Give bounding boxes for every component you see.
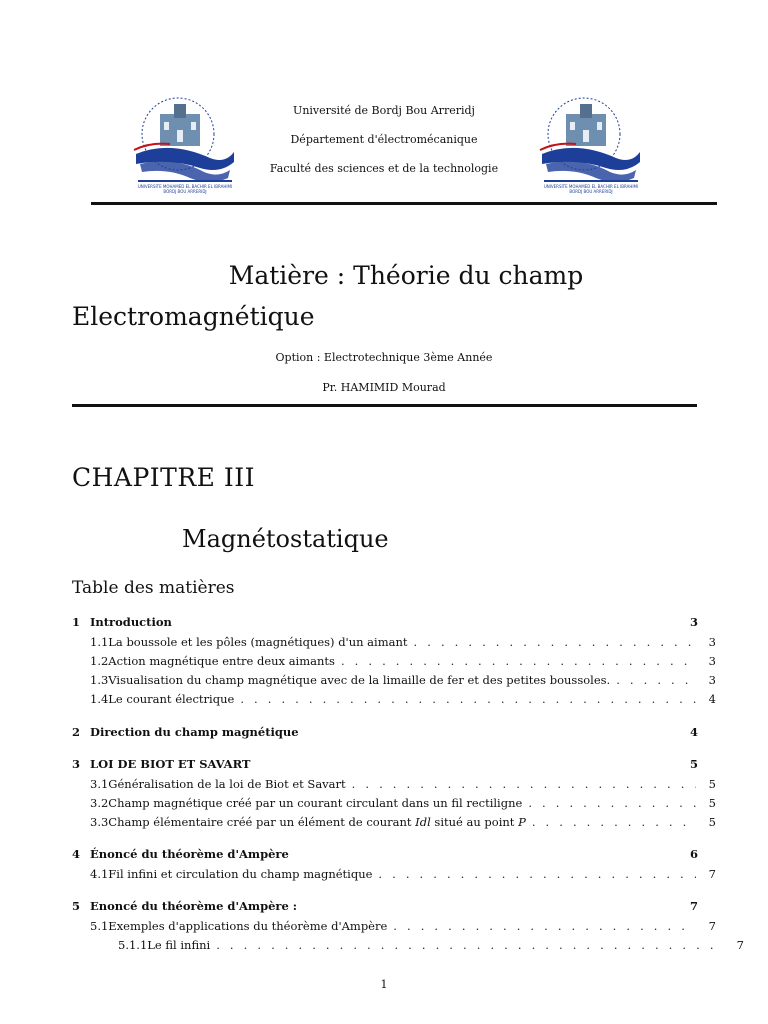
toc-entry[interactable]: 1.2 Action magnétique entre deux aimants . . . 3 <box>72 654 716 670</box>
svg-text:UNIVERSITE MOHAMED EL BACHIR E: UNIVERSITE MOHAMED EL BACHIR EL IBRAHIMI <box>137 184 233 189</box>
toc-entry[interactable]: 2 Direction du champ magnétique 4 <box>72 725 698 739</box>
leader-dots <box>528 796 696 810</box>
leader-dots <box>378 867 696 881</box>
chapter-title: Magnétostatique <box>182 525 389 553</box>
svg-text:BORDJ BOU ARRERIDJ: BORDJ BOU ARRERIDJ <box>163 189 207 194</box>
leader-dots <box>240 692 696 706</box>
leader-dots <box>341 654 696 668</box>
toc-entry[interactable]: 4.1 Fil infini et circulation du champ magnétique . . . 7 <box>72 867 716 883</box>
toc-entry[interactable]: 5.1 Exemples d'applications du théorème d'Ampère . . . 7 <box>72 919 716 935</box>
leader-dots <box>616 673 696 687</box>
svg-text:BORDJ BOU ARRERIDJ: BORDJ BOU ARRERIDJ <box>569 189 613 194</box>
toc-entry[interactable]: 1.4 Le courant électrique . . . 4 <box>72 692 716 708</box>
header-divider <box>91 202 717 205</box>
toc-entry[interactable]: 3.1 Généralisation de la loi de Biot et Savart . . . 5 <box>72 777 716 793</box>
toc-entry[interactable]: 5 Enoncé du théorème d'Ampère : 7 <box>72 899 698 913</box>
toc-heading: Table des matières <box>72 578 235 598</box>
department-name: Département d'électromécanique <box>290 133 478 146</box>
leader-dots <box>216 938 724 952</box>
leader-dots <box>393 919 696 933</box>
page-number: 1 <box>380 978 388 991</box>
toc-entry[interactable]: 5.1.1 Le fil infini . . . 7 <box>72 938 744 954</box>
toc-entry[interactable]: 1.1 La boussole et les pôles (magnétiques) d'un aimant . . . 3 <box>72 635 716 651</box>
toc-entry[interactable]: 4 Énoncé du théorème d'Ampère 6 <box>72 847 698 861</box>
svg-text:UNIVERSITE MOHAMED EL BACHIR E: UNIVERSITE MOHAMED EL BACHIR EL IBRAHIMI <box>543 184 639 189</box>
title-divider <box>72 404 697 407</box>
leader-dots <box>414 635 696 649</box>
faculty-name: Faculté des sciences et de la technologie <box>269 162 499 175</box>
course-title-line2: Electromagnétique <box>72 302 315 331</box>
university-name: Université de Bordj Bou Arreridj <box>293 104 475 117</box>
course-title-line1: Matière : Théorie du champ <box>228 261 584 290</box>
leader-dots <box>352 777 696 791</box>
chapter-label: CHAPITRE III <box>72 463 256 492</box>
toc-entry[interactable]: 1.3 Visualisation du champ magnétique avec de la limaille de fer et des petites boussoles. . . . 3 <box>72 673 716 689</box>
leader-dots <box>532 815 696 829</box>
toc-entry[interactable]: 1 Introduction 3 <box>72 615 698 629</box>
option-line: Option : Electrotechnique 3ème Année <box>275 351 493 364</box>
toc-entry[interactable]: 3 LOI DE BIOT ET SAVART 5 <box>72 757 698 771</box>
toc-entry[interactable]: 3.2 Champ magnétique créé par un courant circulant dans un fil rectiligne . . . 5 <box>72 796 716 812</box>
author-name: Pr. HAMIMID Mourad <box>322 381 446 394</box>
toc-entry[interactable]: 3.3 Champ élémentaire créé par un élément de courant Idl situé au point P . . . 5 <box>72 815 716 831</box>
